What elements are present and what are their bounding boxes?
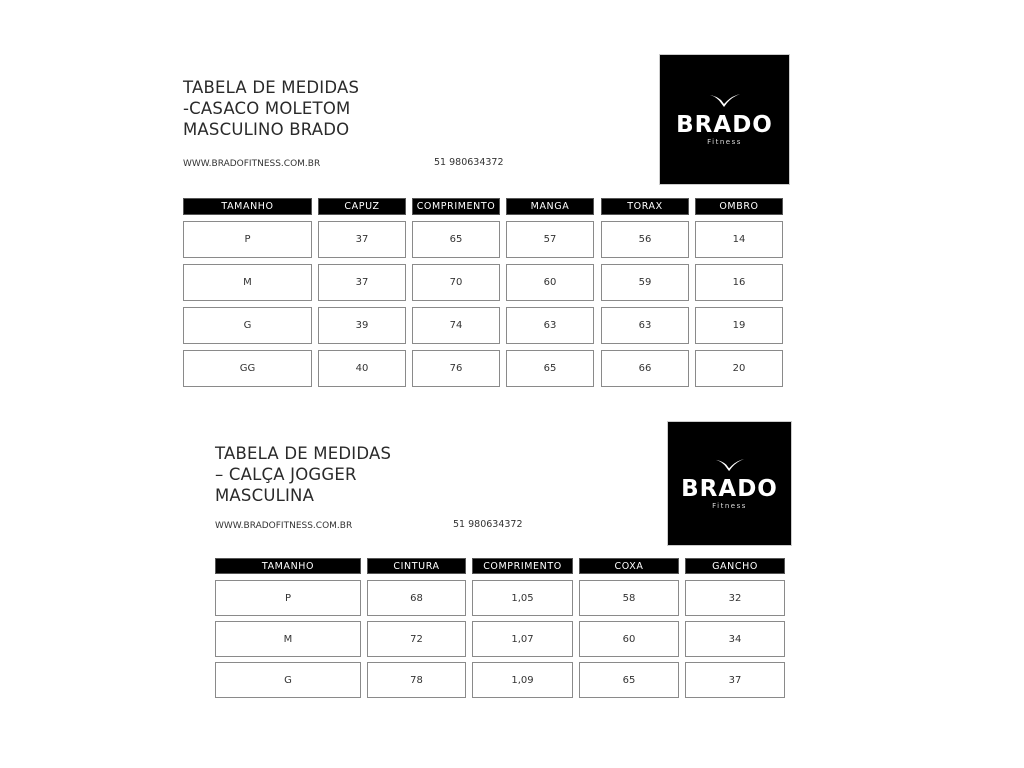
section-title bbox=[183, 77, 359, 140]
cell-capuz: 37 bbox=[318, 264, 406, 301]
cell-manga: 63 bbox=[506, 307, 594, 344]
cell-capuz: 37 bbox=[318, 221, 406, 258]
title-line: MASCULINO BRADO bbox=[183, 120, 350, 139]
cell-torax: 59 bbox=[601, 264, 689, 301]
cell-ombro: 19 bbox=[695, 307, 783, 344]
header-ombro: OMBRO bbox=[695, 198, 783, 215]
title-line: MASCULINA bbox=[215, 486, 315, 505]
cell-coxa: 65 bbox=[579, 662, 679, 698]
cell-size: M bbox=[215, 621, 361, 657]
cell-ombro: 20 bbox=[695, 350, 783, 387]
header-cintura: CINTURA bbox=[367, 558, 466, 574]
cell-coxa: 60 bbox=[579, 621, 679, 657]
cell-size: G bbox=[215, 662, 361, 698]
cell-comprimento: 1,05 bbox=[472, 580, 573, 616]
cell-torax: 56 bbox=[601, 221, 689, 258]
title-line: -CASACO MOLETOM bbox=[183, 99, 351, 118]
cell-comprimento: 1,07 bbox=[472, 621, 573, 657]
cell-torax: 63 bbox=[601, 307, 689, 344]
cell-size: GG bbox=[183, 350, 312, 387]
cell-comprimento: 70 bbox=[412, 264, 500, 301]
logo-sub: Fitness bbox=[707, 138, 742, 146]
cell-capuz: 39 bbox=[318, 307, 406, 344]
header-comprimento: COMPRIMENTO bbox=[412, 198, 500, 215]
header-comprimento: COMPRIMENTO bbox=[472, 558, 573, 574]
cell-size: P bbox=[215, 580, 361, 616]
cell-coxa: 58 bbox=[579, 580, 679, 616]
header-gancho: GANCHO bbox=[685, 558, 785, 574]
logo-sub: Fitness bbox=[712, 501, 747, 510]
cell-capuz: 40 bbox=[318, 350, 406, 387]
cell-comprimento: 74 bbox=[412, 307, 500, 344]
cell-cintura: 72 bbox=[367, 621, 466, 657]
section-title bbox=[215, 443, 391, 506]
cell-comprimento: 76 bbox=[412, 350, 500, 387]
header-torax: TORAX bbox=[601, 198, 689, 215]
phone-number: 51 980634372 bbox=[434, 157, 504, 168]
website-link[interactable]: WWW.BRADOFITNESS.COM.BR bbox=[215, 521, 353, 531]
cell-comprimento: 1,09 bbox=[472, 662, 573, 698]
website-link[interactable]: WWW.BRADOFITNESS.COM.BR bbox=[183, 159, 321, 169]
cell-gancho: 34 bbox=[685, 621, 785, 657]
title-line: TABELA DE MEDIDAS bbox=[215, 444, 392, 463]
bird-icon bbox=[708, 93, 742, 109]
cell-comprimento: 65 bbox=[412, 221, 500, 258]
logo-brand: BRADO bbox=[676, 112, 773, 138]
cell-ombro: 14 bbox=[695, 221, 783, 258]
header-coxa: COXA bbox=[579, 558, 679, 574]
cell-manga: 60 bbox=[506, 264, 594, 301]
bird-icon bbox=[714, 458, 746, 473]
cell-size: G bbox=[183, 307, 312, 344]
cell-ombro: 16 bbox=[695, 264, 783, 301]
title-line: TABELA DE MEDIDAS bbox=[183, 78, 360, 97]
cell-cintura: 68 bbox=[367, 580, 466, 616]
brado-logo bbox=[667, 421, 792, 546]
cell-manga: 65 bbox=[506, 350, 594, 387]
header-capuz: CAPUZ bbox=[318, 198, 406, 215]
cell-manga: 57 bbox=[506, 221, 594, 258]
header-tamanho: TAMANHO bbox=[215, 558, 361, 574]
header-manga: MANGA bbox=[506, 198, 594, 215]
header-tamanho: TAMANHO bbox=[183, 198, 312, 215]
cell-gancho: 37 bbox=[685, 662, 785, 698]
cell-size: P bbox=[183, 221, 312, 258]
cell-cintura: 78 bbox=[367, 662, 466, 698]
phone-number: 51 980634372 bbox=[453, 519, 523, 530]
logo-brand: BRADO bbox=[681, 475, 778, 502]
brado-logo bbox=[659, 54, 790, 185]
cell-size: M bbox=[183, 264, 312, 301]
cell-gancho: 32 bbox=[685, 580, 785, 616]
title-line: – CALÇA JOGGER bbox=[215, 465, 357, 484]
cell-torax: 66 bbox=[601, 350, 689, 387]
